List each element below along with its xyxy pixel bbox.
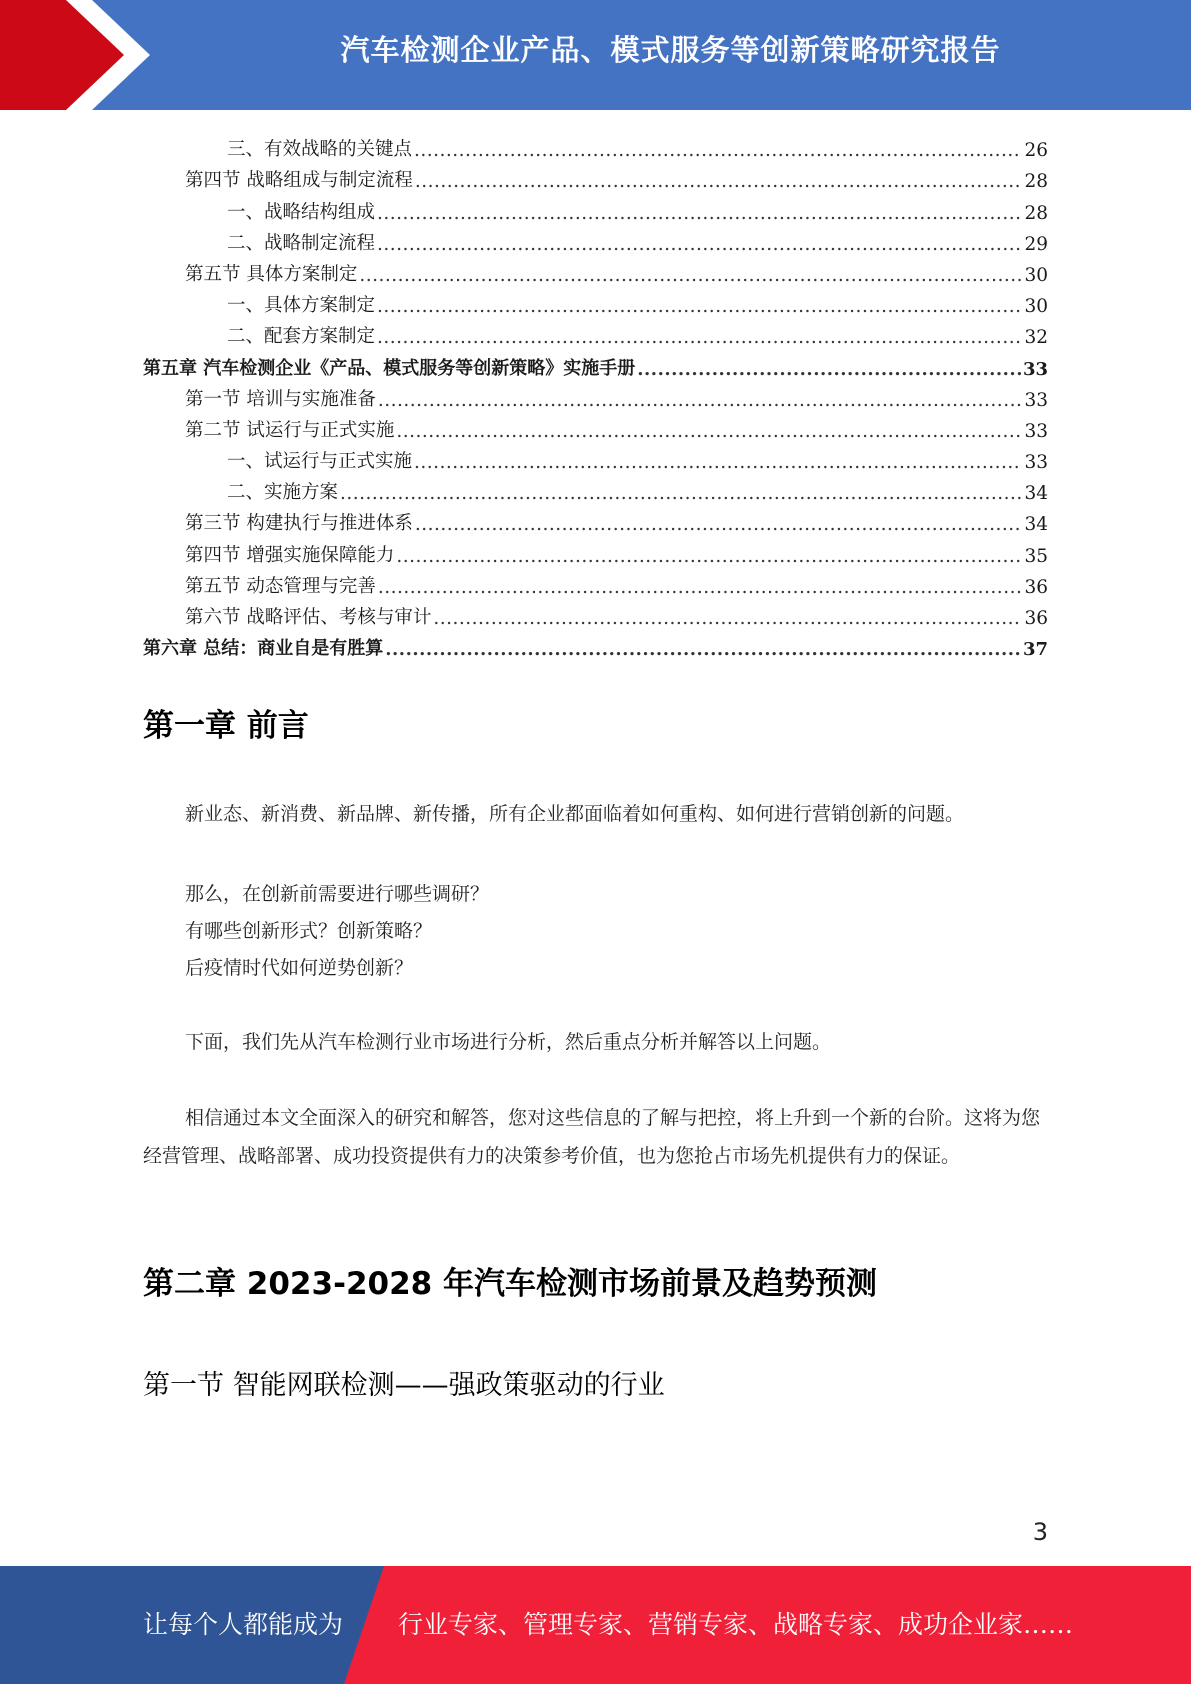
toc-entry[interactable] [143,567,1048,598]
toc-entry-page: 32 [1024,327,1048,349]
page-number: 3 [1032,1518,1048,1546]
intro-question-1: 那么，在创新前需要进行哪些调研？ [185,883,490,905]
toc-entry-page: 36 [1024,576,1048,598]
toc-entry-title: 第六章 总结：商业自是有胜算 [143,638,384,660]
toc-leader-dots [377,234,1022,255]
toc-entry[interactable] [143,192,1048,223]
toc-entry-page: 29 [1024,233,1048,255]
intro-paragraph-1: 新业态、新消费、新品牌、新传播，所有企业都面临着如何重构、如何进行营销创新的问题。 [185,803,965,825]
toc-entry-title: 二、配套方案制定 [227,326,376,348]
toc-entry-title: 第四节 增强实施保障能力 [185,544,395,566]
toc-leader-dots [385,639,1021,660]
toc-entry[interactable] [143,535,1048,566]
toc-entry-title: 第五章 汽车检测企业《产品、模式服务等创新策略》实施手册 [143,357,636,379]
toc-entry[interactable] [143,442,1048,473]
toc-entry[interactable] [143,380,1048,411]
toc-entry-title: 一、战略结构组成 [227,201,376,223]
footer-slogan-left: 让每个人都能成为 [143,1610,344,1639]
toc-entry[interactable] [143,317,1048,348]
toc-entry[interactable] [143,224,1048,255]
intro-question-3: 后疫情时代如何逆势创新？ [185,957,414,979]
toc-entry-title: 第六节 战略评估、考核与审计 [185,607,432,628]
toc-entry[interactable] [143,629,1048,660]
toc-entry[interactable] [143,411,1048,442]
toc-entry-title: 第三节 构建执行与推进体系 [185,513,413,535]
toc-entry-page: 36 [1024,608,1048,629]
intro-paragraph-3: 相信通过本文全面深入的研究和解答，您对这些信息的了解与把控，将上升到一个新的台阶。这将为您经营管理、战略部署、成功投资提供有力的决策参考价值，也为您抢占市场先机提供有力的保证。 [143,1107,1041,1167]
toc-entry[interactable] [143,130,1048,161]
toc-leader-dots [377,296,1022,317]
toc-entry-page: 37 [1022,639,1048,661]
toc-entry[interactable] [143,473,1048,504]
toc-leader-dots [415,514,1023,535]
toc-leader-dots [340,483,1022,504]
page-header [0,0,1191,110]
toc-leader-dots [378,577,1023,598]
page-footer [0,1566,1191,1684]
toc-entry[interactable] [143,504,1048,535]
header-arrow-decoration [0,0,150,110]
report-title: 汽车检测企业产品、模式服务等创新策略研究报告 [340,33,1001,67]
intro-paragraph-2: 下面，我们先从汽车检测行业市场进行分析，然后重点分析并解答以上问题。 [185,1031,832,1053]
toc-entry-title: 第五节 具体方案制定 [185,263,358,285]
toc-leader-dots [433,608,1022,629]
toc-entry-title: 第一节 培训与实施准备 [185,388,376,410]
toc-entry-page: 34 [1024,514,1048,536]
toc-leader-dots [415,171,1023,192]
toc-leader-dots [396,421,1022,442]
toc-entry-title: 第二节 试运行与正式实施 [185,419,395,441]
toc-entry-page: 33 [1024,452,1048,474]
intro-question-2: 有哪些创新形式？创新策略？ [185,920,433,942]
toc-entry-title: 第五节 动态管理与完善 [185,575,376,597]
toc-entry-page: 30 [1024,264,1048,286]
toc-leader-dots [377,203,1022,224]
toc-leader-dots [414,452,1022,473]
toc-entry-page: 28 [1024,202,1048,224]
toc-entry-page: 33 [1024,389,1048,411]
toc-entry-title: 二、实施方案 [227,482,339,504]
table-of-contents [143,130,1048,660]
toc-entry-title: 一、具体方案制定 [227,295,376,317]
toc-entry-page: 34 [1024,483,1048,505]
toc-entry-title: 三、有效战略的关键点 [227,139,413,161]
toc-entry-page: 35 [1024,545,1048,567]
toc-entry-title: 第四节 战略组成与制定流程 [185,170,413,192]
toc-entry[interactable] [143,255,1048,286]
toc-entry-page: 28 [1024,171,1048,193]
toc-leader-dots [359,265,1022,286]
chapter-2-heading: 第二章 2023-2028 年汽车检测市场前景及趋势预测 [143,1266,878,1302]
toc-entry-page: 33 [1022,358,1048,380]
toc-entry-page: 26 [1024,140,1048,162]
toc-entry-title: 二、战略制定流程 [227,232,376,254]
section-1-heading: 第一节 智能网联检测——强政策驱动的行业 [143,1370,665,1401]
chapter-1-heading: 第一章 前言 [143,708,309,744]
footer-slogan-right: 行业专家、管理专家、营销专家、战略专家、成功企业家…… [398,1610,1074,1639]
toc-entry[interactable] [143,598,1048,629]
toc-entry-page: 30 [1024,296,1048,318]
toc-leader-dots [396,546,1022,567]
toc-leader-dots [414,140,1022,161]
toc-entry-title: 一、试运行与正式实施 [227,451,413,473]
toc-entry[interactable] [143,161,1048,192]
toc-leader-dots [377,327,1022,348]
toc-entry-page: 33 [1024,420,1048,442]
toc-entry[interactable] [143,286,1048,317]
toc-entry[interactable] [143,348,1048,379]
toc-leader-dots [378,390,1023,411]
toc-leader-dots [637,359,1021,380]
